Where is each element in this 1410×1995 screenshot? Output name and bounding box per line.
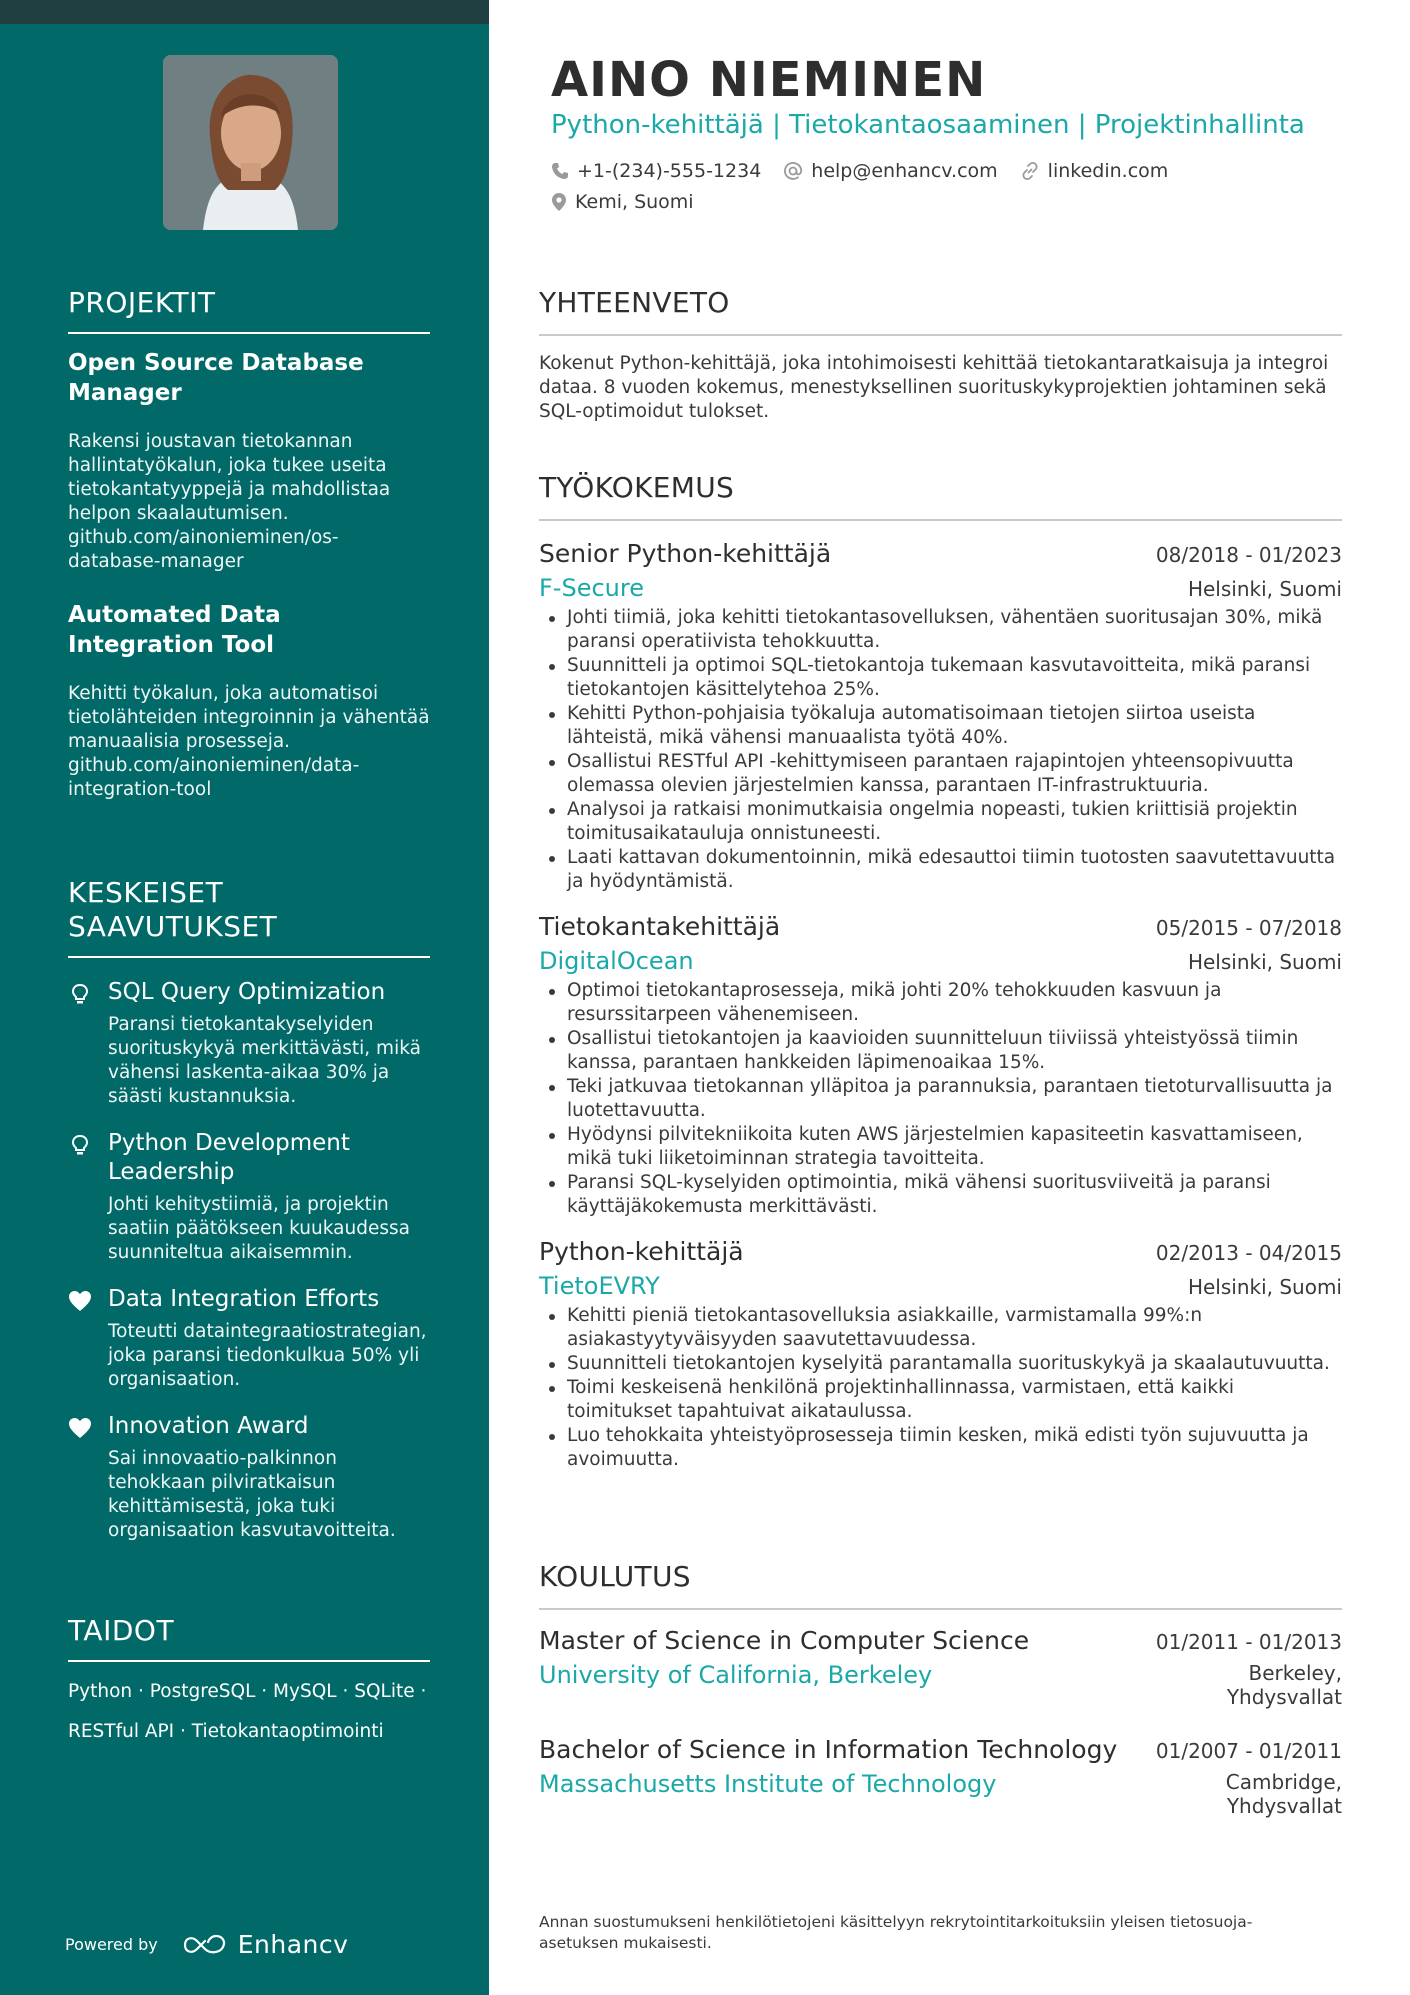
achievement-description: Johti kehitystiimiä, ja projektin saatiin päätökseen kuukaudessa suunniteltua aikaisemmin. [108,1194,410,1263]
achievement-item [68,1129,430,1265]
degree-title: Bachelor of Science in Information Technology [539,1735,1118,1764]
job-bullets [539,979,1342,1219]
enhancv-logo[interactable] [182,1930,349,1959]
linkedin-text: linkedin.com [1047,160,1169,182]
enhancv-logo-icon [182,1933,228,1957]
job-title: Python-kehittäjä [539,1237,744,1266]
bullet-item: Luo tehokkaita yhteistyöprosesseja tiimin kesken, mikä edisti työn sujuvuutta ja avoimuutta. [539,1424,1342,1472]
at-icon [783,161,803,181]
enhancv-brand: Enhancv [237,1930,349,1959]
bullet-item: Suunnitteli tietokantojen kyselyitä parantamalla suorituskykyä ja skaalautuvuutta. [539,1352,1342,1376]
bullet-item: Analysoi ja ratkaisi monimutkaisia ongelmia nopeasti, tukien kriittisiä projektin toimitusaikatauluja onnistuneesti. [539,798,1342,846]
bullet-item: Osallistui tietokantojen ja kaavioiden suunnitteluun tiiviissä yhteistyössä tiimin kanssa, parantaen hankkeiden läpimenoaikaa 15%. [539,1027,1342,1075]
bullet-item: Osallistui RESTful API -kehittymiseen parantaen rajapintojen yhteensopivuutta olemassa olevien järjestelmien kanssa, parantaen IT-infrastruktuuria. [539,750,1342,798]
education-dates: 01/2011 - 01/2013 [1155,1630,1342,1654]
skills-line: Python · PostgreSQL · MySQL · SQLite · [68,1681,427,1702]
skills-section [68,1614,430,1752]
achievements-heading: KESKEISET SAAVUTUKSET [68,876,430,958]
skills-heading: TAIDOT [68,1614,430,1662]
education-section [539,1560,1342,1818]
job-bullets [539,606,1342,894]
bullet-item: Laati kattavan dokumentoinnin, mikä edesauttoi tiimin tuotosten saavutettavuutta ja hyödyntämistä. [539,846,1342,894]
job-entry [539,1237,1342,1472]
achievement-title: Data Integration Efforts [108,1286,380,1312]
sidebar-top-bar [0,0,489,24]
consent-text: Annan suostumukseni henkilötietojeni käsittelyyn rekrytointitarkoituksiin yleisen tietosuoja-asetuksen mukaisesti. [539,1913,1253,1952]
achievement-item [68,1285,430,1392]
education-entry [539,1626,1342,1709]
lightbulb-icon [68,982,92,1006]
education-location [1227,1661,1342,1709]
achievement-item [68,1412,430,1543]
phone-contact[interactable] [551,160,761,182]
bullet-item: Teki jatkuvaa tietokannan ylläpitoa ja parannuksia, parantaen tietoturvallisuutta ja luotettavuutta. [539,1075,1342,1123]
skills-list [68,1672,430,1752]
bullet-item: Johti tiimiä, joka kehitti tietokantasovelluksen, vähentäen suoritusajan 30%, mikä paransi operatiivista tehokkuutta. [539,606,1342,654]
candidate-title: Python-kehittäjä | Tietokantaosaaminen | Projektinhallinta [551,110,1305,140]
project-title: Open Source Database Manager [68,350,364,406]
bullet-item: Optimoi tietokantaprosesseja, mikä johti 20% tehokkuuden kasvuun ja resurssitarpeen vähenemiseen. [539,979,1342,1027]
email-contact[interactable] [783,160,997,182]
education-entry [539,1735,1342,1818]
powered-by [65,1930,348,1959]
bullet-item: Hyödynsi pilvitekniikoita kuten AWS järjestelmien kapasiteetin kasvattamiseen, mikä tuki liiketoiminnan strategia tavoitteita. [539,1123,1342,1171]
project-description: Rakensi joustavan tietokannan hallintatyökalun, joka tukee useita tietokantatyyppejä ja mahdollistaa helpon skaalautumisen. github.com/ainonieminen/os-database-manager [68,431,391,572]
experience-section [539,471,1342,1472]
project-item [68,600,430,802]
bullet-item: Kehitti pieniä tietokantasovelluksia asiakkaille, varmistamalla 99%:n asiakastyytyväisyyden saavutettavuudessa. [539,1304,1342,1352]
education-city: Berkeley, [1248,1661,1342,1685]
location-row [551,191,694,213]
summary-section [539,286,1342,424]
achievement-title: SQL Query Optimization [108,979,386,1005]
degree-title: Master of Science in Computer Science [539,1626,1030,1655]
job-dates: 02/2013 - 04/2015 [1155,1241,1342,1265]
job-dates: 05/2015 - 07/2018 [1155,916,1342,940]
company-name: TietoEVRY [539,1272,660,1300]
location-text: Kemi, Suomi [575,191,694,213]
heart-icon [68,1416,92,1440]
location-pin-icon [551,192,567,212]
projects-section [68,286,430,802]
powered-by-label: Powered by [65,1935,158,1954]
email-text: help@enhancv.com [811,160,998,182]
job-location: Helsinki, Suomi [1187,577,1342,601]
project-title: Automated Data Integration Tool [68,602,281,658]
bullet-item: Suunnitteli ja optimoi SQL-tietokantoja tukemaan kasvutavoitteita, mikä paransi tietokantojen käsittelytehoa 25%. [539,654,1342,702]
education-country: Yhdysvallat [1226,1685,1342,1709]
achievement-description: Toteutti dataintegraatiostrategian, joka paransi tiedonkulkua 50% yli organisaation. [108,1321,427,1390]
contact-row [551,160,1168,182]
link-icon [1020,161,1040,181]
job-location: Helsinki, Suomi [1187,1275,1342,1299]
education-dates: 01/2007 - 01/2011 [1155,1739,1342,1763]
job-title: Tietokantakehittäjä [539,912,781,941]
achievement-item [68,978,430,1109]
lightbulb-icon [68,1133,92,1157]
company-name: DigitalOcean [539,947,694,975]
linkedin-contact[interactable] [1020,160,1169,182]
summary-heading: YHTEENVETO [539,286,1342,336]
achievement-description: Sai innovaatio-palkinnon tehokkaan pilviratkaisun kehittämisestä, joka tuki organisaation kasvutavoitteita. [108,1448,396,1541]
location-contact [551,191,694,213]
projects-heading: PROJEKTIT [68,286,430,334]
job-dates: 08/2018 - 01/2023 [1155,543,1342,567]
phone-text: +1-(234)-555-1234 [577,160,762,182]
achievement-title: Innovation Award [108,1413,309,1439]
company-name: F-Secure [539,574,644,602]
project-item [68,348,430,574]
job-bullets [539,1304,1342,1472]
education-city: Cambridge, [1225,1770,1342,1794]
experience-heading: TYÖKOKEMUS [539,471,1342,521]
school-name: Massachusetts Institute of Technology [539,1770,997,1798]
sidebar [0,0,489,1995]
education-location [1226,1770,1342,1818]
achievement-description: Paransi tietokantakyselyiden suorituskykyä merkittävästi, mikä vähensi laskenta-aikaa 30% ja säästi kustannuksia. [108,1014,421,1107]
job-location: Helsinki, Suomi [1187,950,1342,974]
candidate-name: AINO NIEMINEN [551,52,987,108]
education-country: Yhdysvallat [1226,1794,1342,1818]
job-entry [539,912,1342,1219]
summary-text: Kokenut Python-kehittäjä, joka intohimoisesti kehittää tietokantaratkaisuja ja integroi dataa. 8 vuoden kokemus, menestyksellinen suorituskykyprojektien johtaminen sekä SQL-optimoidut tulokset. [539,353,1329,422]
bullet-item: Toimi keskeisenä henkilönä projektinhallinnassa, varmistaen, että kaikki toimitukset tapahtuivat aikataulussa. [539,1376,1342,1424]
school-name: University of California, Berkeley [539,1661,933,1689]
bullet-item: Kehitti Python-pohjaisia työkaluja automatisoimaan tietojen siirtoa useista lähteistä, mikä vähensi manuaalista työtä 40%. [539,702,1342,750]
project-description: Kehitti työkalun, joka automatisoi tietolähteiden integroinnin ja vähentää manuaalisia prosesseja. github.com/ainonieminen/data-integration-tool [68,683,430,800]
bullet-item: Paransi SQL-kyselyiden optimointia, mikä vähensi suoritusviiveitä ja paransi käyttäjäkokemusta merkittävästi. [539,1171,1342,1219]
profile-photo [163,55,338,230]
achievement-title: Python Development Leadership [108,1130,350,1185]
job-entry [539,539,1342,894]
heart-icon [68,1289,92,1313]
phone-icon [551,162,569,180]
skills-line: RESTful API · Tietokantaoptimointi [68,1721,384,1742]
education-heading: KOULUTUS [539,1560,1342,1610]
achievements-section [68,876,430,1543]
job-title: Senior Python-kehittäjä [539,539,832,568]
